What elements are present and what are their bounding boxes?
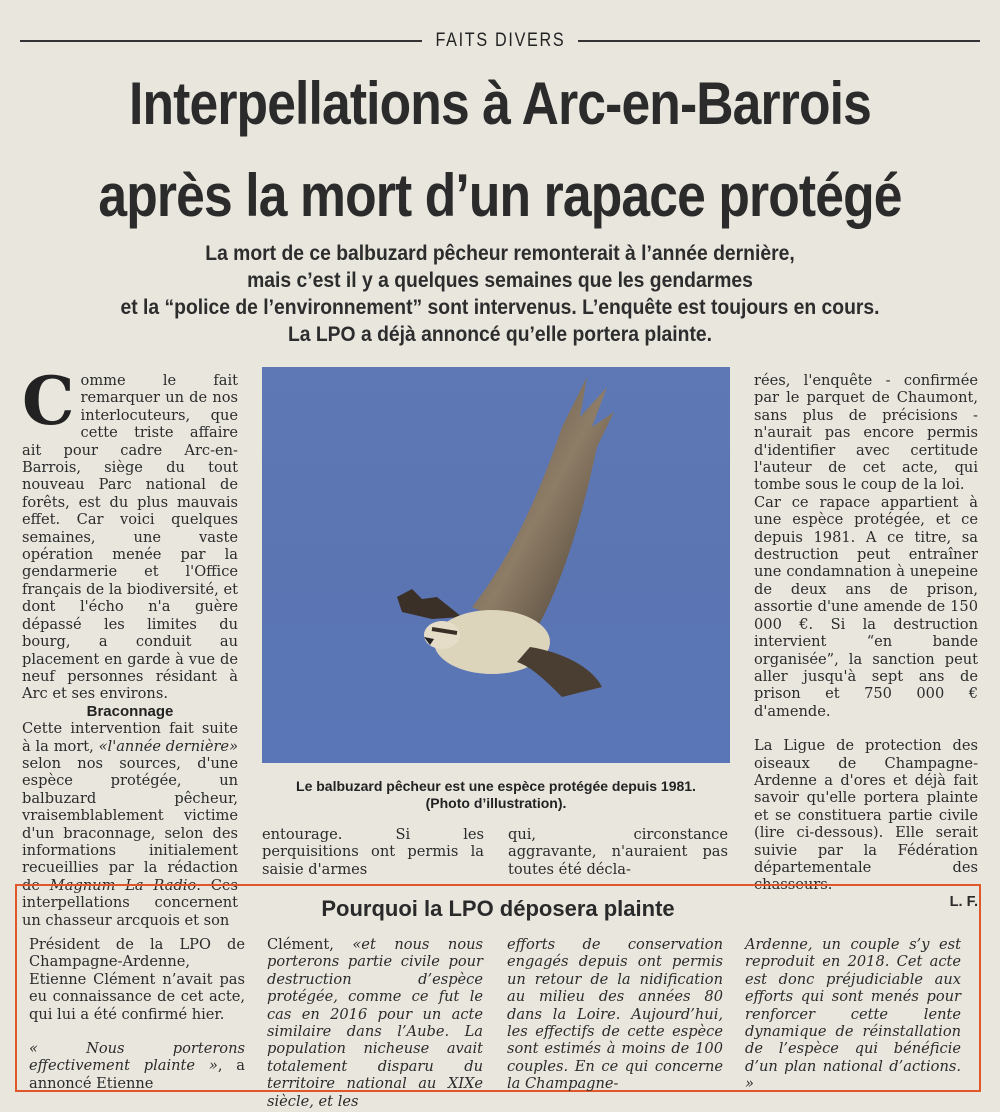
quote: «l'année dernière» [98,737,238,755]
box-column-1 [29,936,245,1092]
osprey-illustration [262,367,730,763]
article-column-2: entourage. Si les perquisitions ont permis la saisie d'armes [262,826,484,878]
rule-right [578,40,980,42]
paragraph: Président de la LPO de Champagne-Ardenne, Etienne Clément n’avait pas eu connaissance de cet acte, qui lui a été confirmé hier. [29,936,245,1023]
box-title: Pourquoi la LPO déposera plainte [321,896,675,921]
standfirst-line: mais c’est il y a quelques semaines que les gendarmes [247,269,753,292]
article-column-1 [22,362,238,929]
text: , a annoncé Etienne [29,1057,245,1092]
sidebar-box [15,884,981,1110]
section-label: FAITS DIVERS [435,30,565,51]
box-column-3: efforts de conservation engagés depuis ont permis un retour de la nidification au milieu des années 80 dans la Loire. Aujourd’hui, les effectifs de cette espèce sont estimés à moins de 100 couples. En ce qui concerne la Champagne- [507,936,723,1093]
headline [0,58,1000,242]
standfirst [0,240,1000,348]
drop-cap: C [22,362,75,440]
photo-caption [262,778,730,812]
paragraph: rées, l'enquête - confirmée par le parquet de Chaumont, sans plus de précisions - n'aurait pas encore permis d'identifier avec certitude l'auteur de cet acte, qui tombe sous le coup de la loi. [754,372,978,494]
rule-left [20,40,422,42]
text: selon nos sources, d'une espèce protégée, un balbuzard pêcheur, vraisemblablement victime d'un braconnage, selon des informations initialement recueillies par la rédaction de [22,754,238,894]
caption-line: Le balbuzard pêcheur est une espèce protégée depuis 1981. [296,778,696,794]
media-name: Magnum La Radio [49,876,197,894]
box-column-2 [267,936,483,1110]
quote: «et nous nous porterons partie civile pour destruction d’espèce protégée, comme ce fut le cas en 2016 pour un acte similaire dans l’Aube. La population nicheuse avait totalement disparu du territoire national au XIXe siècle, et les [267,936,483,1110]
standfirst-line: et la “police de l’environnement” sont intervenus. L’enquête est toujours en cours. [120,296,880,319]
text: Clément, [267,936,353,953]
standfirst-line: La mort de ce balbuzard pêcheur remonterait à l’année dernière, [205,242,795,265]
subheading: Braconnage [86,702,174,720]
quote: « Nous porterons effectivement plainte » [29,1040,245,1075]
paragraph: Car ce rapace appartient à une espèce protégée, et ce depuis 1981. A ce titre, sa destruction peut entraîner une condamnation à unepeine de deux ans de prison, assortie d'une amende de 150 000 €. Si la destruction intervient “en bande organisée”, la sanction peut aller jusqu'à sept ans de prison et 750 000 € d'amende. [754,493,978,720]
text: . Ces interpellations concernent un chasseur arcquois et son [22,876,238,929]
box-column-4: Ardenne, un couple s’y est reproduit en 2018. Cet acte est donc préjudiciable aux efforts qui sont menés pour renforcer cette lente dynamique de réinstallation de l’espèce qui bénéficie d’un plan national d’actions. » [745,936,961,1093]
headline-line-2: après la mort d’un rapace protégé [98,162,902,229]
article-column-3: qui, circonstance aggravante, n'auraient pas toutes été décla- [508,826,728,878]
headline-line-1: Interpellations à Arc-en-Barrois [129,70,871,137]
paragraph [29,1040,245,1092]
paragraph: La Ligue de protection des oiseaux de Champagne-Ardenne a d'ores et déjà fait savoir qu'elle portera plainte et se constituera partie civile (lire ci-dessous). Elle serait suivie par la Fédération départementale des chasseurs. [754,737,978,894]
text: Cette intervention fait suite à la mort, [22,720,238,755]
paragraph: omme le fait remarquer un de nos interlocuteurs, que cette triste affaire ait pour cadre Arc-en-Barrois, siège du tout nouveau Parc national de forêts, est du plus mauvais effet. Car voici quelques semaines, une vaste opération menée par la gendarmerie et l'Office français de la biodiversité, et dont l'écho n'a guère dépassé les limites du bourg, a conduit au placement en garde à vue de neuf personnes résidant à Arc et ses environs. [22,372,238,703]
section-rubric [20,30,980,52]
author-signature: L. F. [949,893,978,910]
standfirst-line: La LPO a déjà annoncé qu’elle portera plainte. [287,323,713,346]
caption-credit: (Photo d’illustration). [425,795,567,811]
article-column-4 [754,372,978,911]
osprey-photo [262,367,730,763]
